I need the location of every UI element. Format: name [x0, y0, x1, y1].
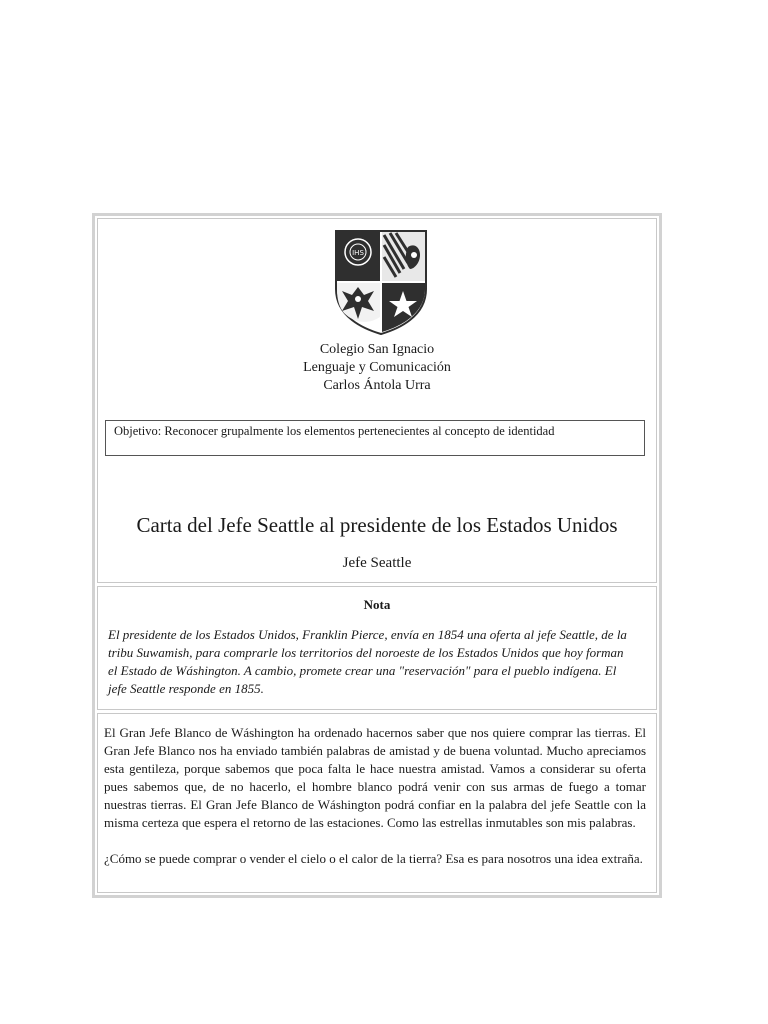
school-crest-icon	[334, 229, 428, 335]
objective-text: Objetivo: Reconocer grupalmente los elementos pertenecientes al concepto de identidad	[114, 424, 555, 438]
school-info	[98, 341, 656, 395]
note-cell	[97, 586, 657, 710]
svg-text:IHS: IHS	[352, 249, 364, 257]
teacher-name: Carlos Ántola Urra	[323, 378, 431, 393]
document-page	[92, 213, 662, 898]
note-title: Nota	[363, 597, 391, 612]
letter-paragraph: El Gran Jefe Blanco de Wáshington ha ordenado hacernos saber que nos quiere comprar las tierras. El Gran Jefe Blanco nos ha enviado también palabras de amistad y de buena voluntad. Mucho apreciamos esta gentileza, porque sabemos que poca falta le hace nuestra amistad. Vamos a considerar su oferta pues sabemos que, de no hacerlo, el hombre blanco podrá venir con sus armas de fuego a tomar nuestras tierras. El Gran Jefe Blanco de Wáshington podrá confiar en la palabra del jefe Seattle con la misma certeza que espera el retorno de las estaciones. Como las estrellas inmutables son mis palabras.	[104, 725, 646, 830]
subject-name: Lenguaje y Comunicación	[303, 360, 451, 375]
letter-paragraph: ¿Cómo se puede comprar o vender el cielo o el calor de la tierra? Esa es para nosotros una idea extraña.	[104, 851, 643, 866]
letter-author: Jefe Seattle	[342, 555, 412, 571]
note-text: El presidente de los Estados Unidos, Franklin Pierce, envía en 1854 una oferta al jefe Seattle, de la tribu Suwamish, para comprarle los territorios del noroeste de los Estados Unidos que hoy forman el Estado de Wáshington. A cambio, promete crear una "reservación" para el pueblo indígena. El jefe Seattle responde en 1855.	[108, 627, 627, 696]
letter-title: Carta del Jefe Seattle al presidente de los Estados Unidos	[136, 513, 618, 537]
school-name: Colegio San Ignacio	[319, 342, 435, 357]
header-cell	[97, 218, 657, 583]
letter-body	[104, 724, 646, 886]
letter-body-cell	[97, 713, 657, 893]
objective-box	[105, 420, 645, 456]
